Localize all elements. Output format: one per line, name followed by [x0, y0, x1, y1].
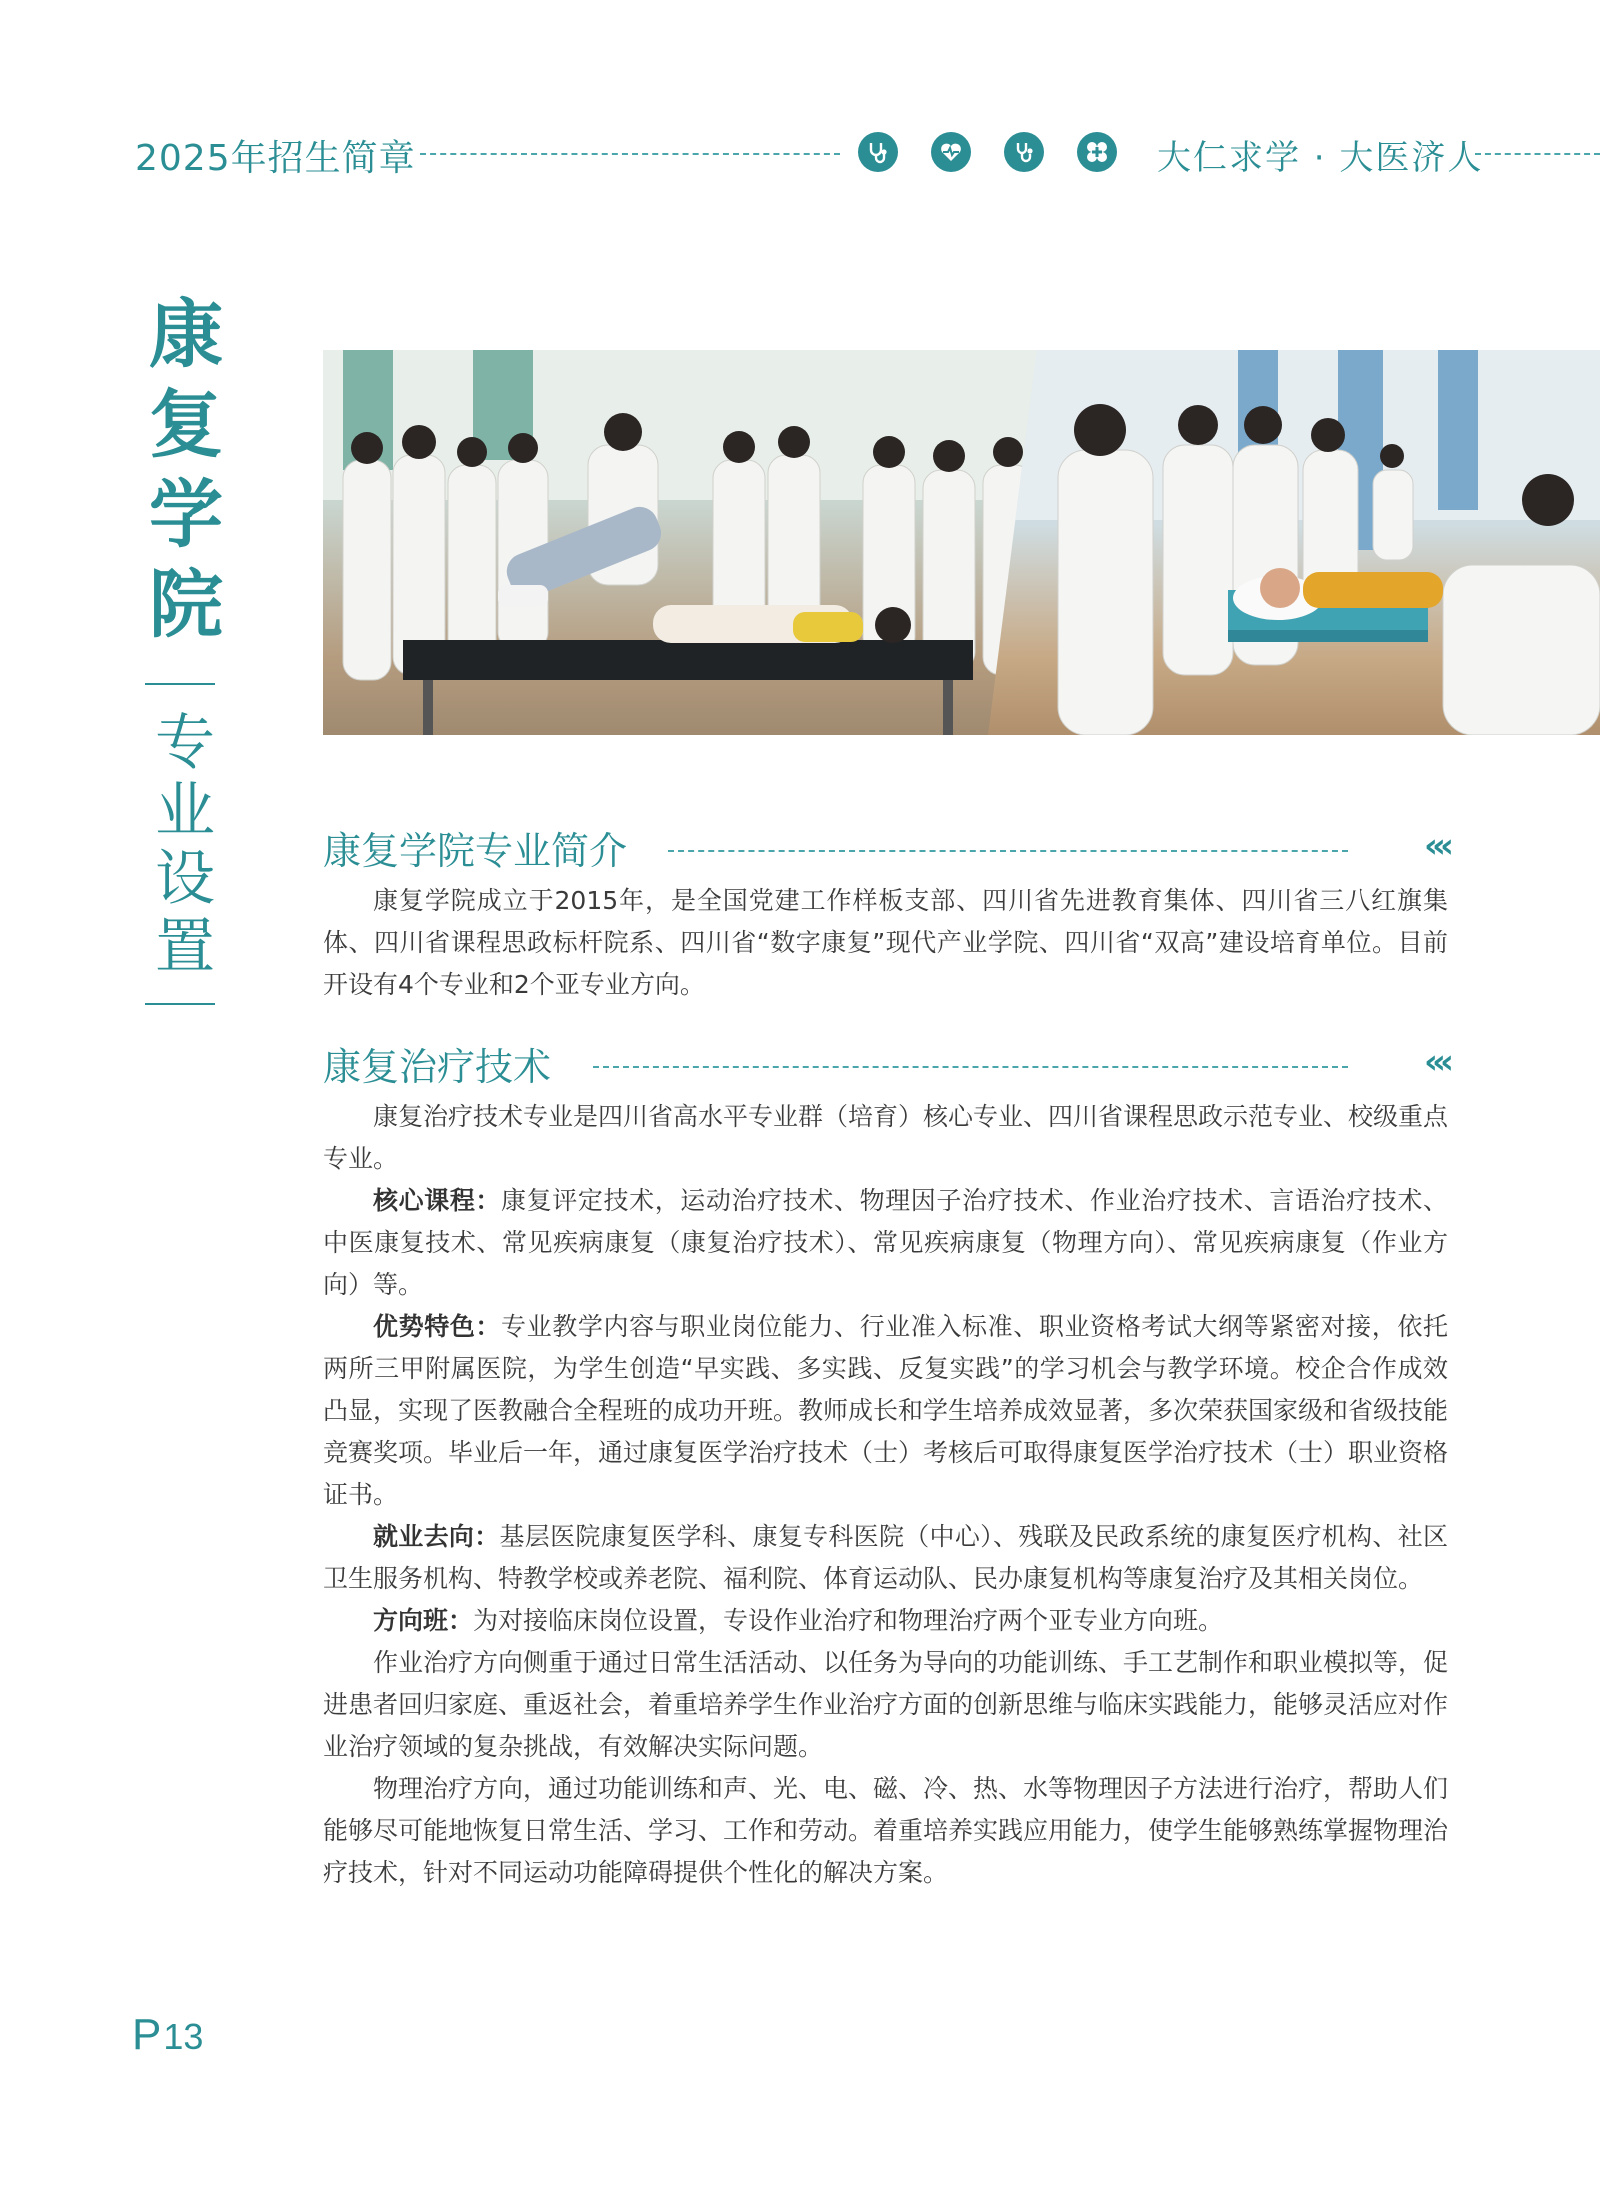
chevrons-left-icon: ‹‹‹	[1423, 826, 1448, 866]
paragraph-core-courses: 核心课程：康复评定技术，运动治疗技术、物理因子治疗技术、作业治疗技术、言语治疗技术、中医康复技术、常见疾病康复（康复治疗技术）、常见疾病康复（物理方向）、常见疾病康复（作业方向）等。	[323, 1186, 1448, 1299]
section-divider	[593, 1066, 1348, 1068]
title-divider-bottom	[145, 1003, 215, 1005]
stethoscope-icon	[1004, 132, 1044, 172]
paragraph-advantages: 优势特色：专业教学内容与职业岗位能力、行业准入标准、职业资格考试大纲等紧密对接，依托两所三甲附属医院，为学生创造“早实践、多实践、反复实践”的学习机会与教学环境。校企合作成效凸显，实现了医教融合全程班的成功开班。教师成长和学生培养成效显著，多次荣获国家级和省级技能竞赛奖项。毕业后一年，通过康复医学治疗技术（士）考核后可取得康复医学治疗技术（士）职业资格证书。	[323, 1312, 1449, 1509]
section-divider	[668, 850, 1348, 852]
heart-pulse-icon	[931, 132, 971, 172]
section-header	[323, 820, 1448, 880]
rehab-therapy-section	[323, 1036, 1448, 1894]
paragraph: 康复治疗技术专业是四川省高水平专业群（培育）核心专业、四川省课程思政示范专业、校级重点专业。	[323, 1102, 1449, 1173]
paragraph-label: 核心课程：	[373, 1186, 502, 1215]
main-content	[323, 820, 1448, 1894]
college-intro-section	[323, 820, 1448, 1006]
page-header	[0, 0, 1600, 179]
header-divider-right	[1475, 153, 1600, 155]
header-icon-row	[858, 132, 1117, 172]
title-divider-top	[145, 683, 215, 685]
rehabilitation-teaching-photo	[323, 350, 1068, 735]
clinical-practice-photo	[988, 350, 1600, 735]
page-number	[132, 2010, 203, 2060]
motto: 大仁求学 · 大医济人	[1157, 138, 1484, 178]
section-title: 康复学院专业简介	[323, 829, 628, 873]
page-number-prefix: P	[132, 2010, 162, 2059]
paragraph-occupational-therapy: 作业治疗方向侧重于通过日常生活活动、以任务为导向的功能训练、手工艺制作和职业模拟等，促进患者回归家庭、重返社会，着重培养学生作业治疗方面的创新思维与临床实践能力，能够灵活应对作业治疗领域的复杂挑战，有效解决实际问题。	[323, 1648, 1449, 1761]
section-label: 专业设置	[145, 710, 215, 982]
section-title: 康复治疗技术	[323, 1045, 552, 1089]
photo-banner	[323, 350, 1600, 735]
paragraph-label: 方向班：	[373, 1606, 474, 1635]
page-number-value: 13	[163, 2016, 204, 2057]
chevrons-left-icon: ‹‹‹	[1423, 1042, 1448, 1082]
paragraph-label: 就业去向：	[373, 1522, 500, 1551]
paragraph-direction-class: 方向班：为对接临床岗位设置，专设作业治疗和物理治疗两个亚专业方向班。	[373, 1606, 1224, 1635]
paragraph-label: 优势特色：	[373, 1312, 502, 1341]
section-header	[323, 1036, 1448, 1096]
paragraph-employment: 就业去向：基层医院康复医学科、康复专科医院（中心）、残联及民政系统的康复医疗机构、社区卫生服务机构、特教学校或养老院、福利院、体育运动队、民办康复机构等康复治疗及其相关岗位。	[323, 1522, 1448, 1593]
paragraph-physical-therapy: 物理治疗方向，通过功能训练和声、光、电、磁、冷、热、水等物理因子方法进行治疗，帮助人们能够尽可能地恢复日常生活、学习、工作和劳动。着重培养实践应用能力，使学生能够熟练掌握物理治疗技术，针对不同运动功能障碍提供个性化的解决方案。	[323, 1774, 1449, 1887]
paragraph: 康复学院成立于2015年，是全国党建工作样板支部、四川省先进教育集体、四川省三八红旗集体、四川省课程思政标杆院系、四川省“数字康复”现代产业学院、四川省“双高”建设培育单位。目前开设有4个专业和2个亚专业方向。	[323, 886, 1448, 999]
section-spacer	[323, 1006, 1448, 1036]
medical-cross-icon	[1077, 132, 1117, 172]
header-divider-left	[420, 153, 840, 155]
college-title: 康复学院	[137, 295, 223, 655]
stethoscope-icon	[858, 132, 898, 172]
brochure-title: 2025年招生简章	[135, 138, 416, 179]
